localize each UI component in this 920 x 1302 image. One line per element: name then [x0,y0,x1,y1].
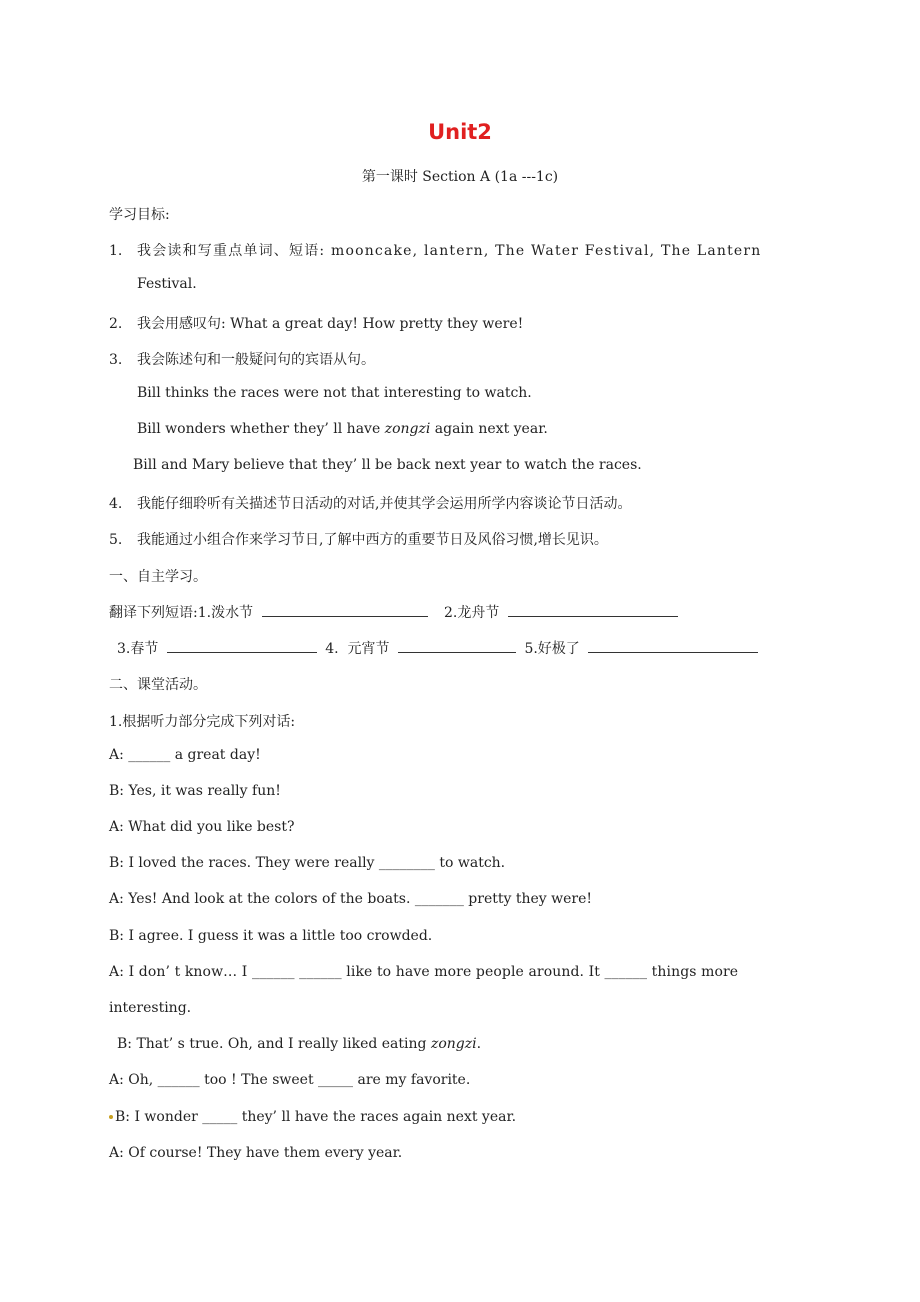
goal-number: 1. [109,243,123,259]
blank-line[interactable] [167,639,317,653]
goal-5 [109,529,608,549]
dialogue-line: A: ______ a great day! [109,747,261,763]
dialogue-line: B: I agree. I guess it was a little too crowded. [109,928,433,944]
goal-text: 我会读和写重点单词、短语: mooncake, lantern, The Water Festival, The Lantern [137,243,762,259]
example-sentence [133,457,642,473]
dialogue-line: B: Yes, it was really fun! [109,783,281,799]
example-sentence [137,385,532,401]
goal-number: 5. [109,532,123,548]
goal-1 [109,240,762,260]
dialogue-italic: zongzi [430,1036,477,1052]
goals-heading: 学习目标: [109,207,170,223]
goal-number: 2. [109,316,123,332]
section-1-heading: 一、自主学习。 [109,569,207,585]
dialogue-text: B: I wonder _____ they’ ll have the races again next year. [115,1109,517,1125]
dialogue-line: A: I don’ t know… I ______ ______ like to have more people around. It ______ things more [109,964,739,980]
goal-text: 我会用感叹句: What a great day! How pretty they were! [137,316,524,332]
example-italic: zongzi [384,421,431,437]
goal-text: 我能通过小组合作来学习节日,了解中西方的重要节日及风俗习惯,增长见识。 [137,532,608,548]
dialogue-line: interesting. [109,1000,192,1016]
blank-line[interactable] [398,639,516,653]
dialogue-line: A: Yes! And look at the colors of the boats. _______ pretty they were! [109,891,593,907]
dialogue-line: A: Of course! They have them every year. [109,1145,403,1161]
example-sentence [137,421,548,437]
dialogue-line: A: What did you like best? [109,819,295,835]
phrase-item: 1.泼水节 [197,605,254,621]
translation-row-2 [117,638,762,658]
marker-dot-icon [109,1115,113,1119]
phrase-item: 4. 元宵节 [325,641,390,657]
goal-number: 4. [109,496,123,512]
lesson-subtitle: 第一课时 Section A (1a ---1c) [361,169,559,185]
example-text: again next year. [430,421,548,437]
blank-line[interactable] [262,603,428,617]
blank-line[interactable] [588,639,758,653]
goal-text: 我会陈述句和一般疑问句的宾语从句。 [137,352,375,368]
dialogue-text: B: That’ s true. Oh, and I really liked eating [117,1036,431,1052]
goal-number: 3. [109,352,123,368]
example-text: Bill and Mary believe that they’ ll be back next year to watch the races. [133,457,642,473]
example-text: Bill wonders whether they’ ll have [137,421,385,437]
translation-intro: 翻译下列短语: [109,605,198,621]
dialogue-line: A: Oh, ______ too ! The sweet _____ are my favorite. [109,1072,471,1088]
goal-text: 我能仔细聆听有关描述节日活动的对话,并使其学会运用所学内容谈论节日活动。 [137,496,632,512]
page-title: Unit2 [428,120,492,144]
translation-row-1 [109,602,682,622]
dialogue-line: B: I loved the races. They were really ________ to watch. [109,855,506,871]
blank-line[interactable] [508,603,678,617]
dialogue-period: . [476,1036,482,1052]
phrase-item: 5.好极了 [524,641,580,657]
goal-4 [109,493,631,513]
phrase-item: 2.龙舟节 [443,605,500,621]
goal-3 [109,349,375,369]
phrase-item: 3.春节 [117,641,159,657]
goal-1-continued: Festival. [137,276,197,292]
dialogue-line [109,1109,516,1125]
section-2-heading: 二、课堂活动。 [109,677,207,693]
goal-2 [109,313,523,333]
listening-task: 1.根据听力部分完成下列对话: [109,714,296,730]
dialogue-line [117,1036,481,1052]
example-text: Bill thinks the races were not that interesting to watch. [137,385,532,401]
